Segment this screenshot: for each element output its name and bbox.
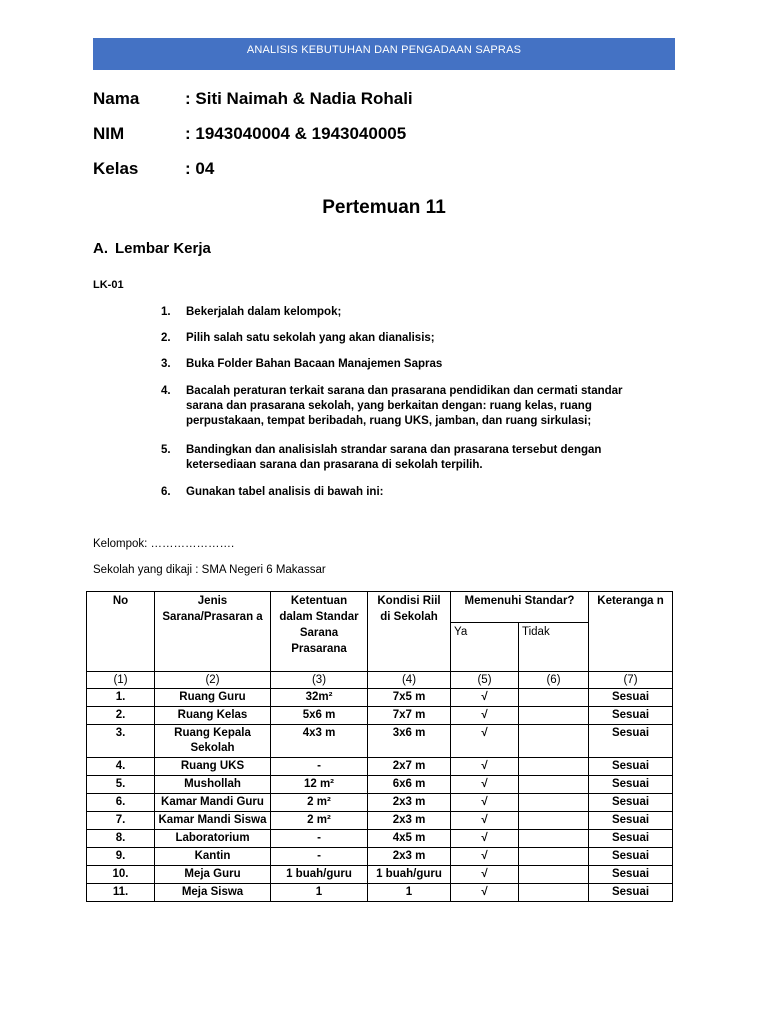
list-item-text: Bandingkan dan analisislah strandar sarana dan prasarana tersebut dengan ketersediaan sarana dan prasarana di sekolah terpilih. [186, 444, 602, 471]
row-ya-check: √ [451, 884, 519, 902]
row-kondisi: 2x3 m [368, 794, 451, 812]
row-no: 1. [87, 689, 155, 707]
list-item [161, 485, 631, 500]
analysis-table [86, 591, 673, 902]
row-no: 2. [87, 707, 155, 725]
header-ketentuan: Ketentuan dalam Standar Sarana Prasarana [271, 592, 368, 672]
row-tidak [519, 848, 589, 866]
row-ketentuan: 32m² [271, 689, 368, 707]
table-row [87, 689, 673, 707]
row-keterangan: Sesuai [589, 794, 673, 812]
kelompok-line: Kelompok: …………………. [93, 538, 235, 550]
table-row [87, 866, 673, 884]
row-keterangan: Sesuai [589, 725, 673, 758]
nama-value: : Siti Naimah & Nadia Rohali [185, 89, 413, 108]
table-row [87, 830, 673, 848]
row-jenis: Kantin [155, 848, 271, 866]
row-keterangan: Sesuai [589, 758, 673, 776]
row-ketentuan: 5x6 m [271, 707, 368, 725]
row-jenis: Ruang Kelas [155, 707, 271, 725]
list-item-number: 1. [161, 306, 171, 318]
row-tidak [519, 776, 589, 794]
table-row [87, 707, 673, 725]
row-jenis: Meja Siswa [155, 884, 271, 902]
row-ya-check: √ [451, 794, 519, 812]
row-ketentuan: 1 [271, 884, 368, 902]
list-item-text: Buka Folder Bahan Bacaan Manajemen Sapras [186, 358, 443, 370]
row-tidak [519, 689, 589, 707]
row-no: 11. [87, 884, 155, 902]
row-tidak [519, 758, 589, 776]
row-ketentuan: 12 m² [271, 776, 368, 794]
row-keterangan: Sesuai [589, 830, 673, 848]
row-keterangan: Sesuai [589, 866, 673, 884]
row-no: 5. [87, 776, 155, 794]
row-no: 10. [87, 866, 155, 884]
row-jenis: Meja Guru [155, 866, 271, 884]
row-ya-check: √ [451, 689, 519, 707]
nama-label: Nama [93, 89, 140, 108]
table-row [87, 776, 673, 794]
col-number: (2) [155, 672, 271, 689]
col-number: (7) [589, 672, 673, 689]
row-keterangan: Sesuai [589, 848, 673, 866]
list-item-number: 4. [161, 385, 171, 397]
table-row [87, 812, 673, 830]
list-item [161, 443, 631, 473]
row-no: 9. [87, 848, 155, 866]
row-ketentuan: 1 buah/guru [271, 866, 368, 884]
section-label: Lembar Kerja [115, 240, 211, 257]
list-item [161, 331, 631, 346]
list-item-number: 6. [161, 486, 171, 498]
row-ketentuan: - [271, 848, 368, 866]
row-ya-check: √ [451, 866, 519, 884]
row-ya-check: √ [451, 725, 519, 758]
row-keterangan: Sesuai [589, 707, 673, 725]
section-letter: A. [93, 240, 108, 257]
row-ketentuan: 4x3 m [271, 725, 368, 758]
list-item-number: 2. [161, 332, 171, 344]
table-row [87, 884, 673, 902]
row-jenis: Kamar Mandi Guru [155, 794, 271, 812]
row-ketentuan: - [271, 758, 368, 776]
table-row [87, 725, 673, 758]
row-kondisi: 2x7 m [368, 758, 451, 776]
row-keterangan: Sesuai [589, 884, 673, 902]
list-item-number: 5. [161, 444, 171, 456]
row-tidak [519, 707, 589, 725]
row-ya-check: √ [451, 848, 519, 866]
lk-code: LK-01 [93, 279, 124, 291]
row-ya-check: √ [451, 776, 519, 794]
header-jenis: Jenis Sarana/Prasaran a [155, 592, 271, 672]
row-kondisi: 3x6 m [368, 725, 451, 758]
section-heading [93, 240, 211, 257]
row-no: 4. [87, 758, 155, 776]
row-jenis: Mushollah [155, 776, 271, 794]
row-kondisi: 4x5 m [368, 830, 451, 848]
list-item-text: Pilih salah satu sekolah yang akan dianalisis; [186, 332, 435, 344]
col-number: (1) [87, 672, 155, 689]
row-no: 7. [87, 812, 155, 830]
col-number: (6) [519, 672, 589, 689]
nim-label: NIM [93, 124, 125, 143]
row-ya-check: √ [451, 707, 519, 725]
row-jenis: Ruang Guru [155, 689, 271, 707]
row-keterangan: Sesuai [589, 689, 673, 707]
kelas-label: Kelas [93, 159, 139, 178]
header-kondisi: Kondisi Riil di Sekolah [368, 592, 451, 672]
list-item-text: Bekerjalah dalam kelompok; [186, 306, 342, 318]
list-item-text: Bacalah peraturan terkait sarana dan prasarana pendidikan dan cermati standar sarana dan prasarana sekolah, yang berkaitan dengan: ruang kelas, ruang perpustakaan, tempat beribadah, ruang UKS, jamban, dan ruang sirkulasi; [186, 385, 623, 427]
row-jenis: Laboratorium [155, 830, 271, 848]
list-item-number: 3. [161, 358, 171, 370]
row-tidak [519, 812, 589, 830]
row-kondisi: 6x6 m [368, 776, 451, 794]
row-jenis: Kamar Mandi Siswa [155, 812, 271, 830]
row-ya-check: √ [451, 830, 519, 848]
row-tidak [519, 866, 589, 884]
row-no: 6. [87, 794, 155, 812]
row-jenis: Ruang Kepala Sekolah [155, 725, 271, 758]
table-row [87, 758, 673, 776]
row-ketentuan: 2 m² [271, 794, 368, 812]
row-jenis: Ruang UKS [155, 758, 271, 776]
nim-value: : 1943040004 & 1943040005 [185, 124, 407, 143]
row-kondisi: 7x5 m [368, 689, 451, 707]
row-no: 3. [87, 725, 155, 758]
row-tidak [519, 830, 589, 848]
row-ketentuan: - [271, 830, 368, 848]
header-memenuhi: Memenuhi Standar? [451, 592, 589, 623]
table-row [87, 794, 673, 812]
row-kondisi: 2x3 m [368, 848, 451, 866]
kelas-value: : 04 [185, 159, 215, 178]
col-number: (5) [451, 672, 519, 689]
list-item-text: Gunakan tabel analisis di bawah ini: [186, 486, 384, 498]
col-number: (4) [368, 672, 451, 689]
header-keterangan: Keteranga n [589, 592, 673, 672]
row-tidak [519, 884, 589, 902]
list-item [161, 384, 631, 429]
row-kondisi: 7x7 m [368, 707, 451, 725]
row-kondisi: 1 [368, 884, 451, 902]
header-no: No [87, 592, 155, 672]
row-ya-check: √ [451, 812, 519, 830]
row-tidak [519, 725, 589, 758]
row-keterangan: Sesuai [589, 776, 673, 794]
row-tidak [519, 794, 589, 812]
row-no: 8. [87, 830, 155, 848]
col-number: (3) [271, 672, 368, 689]
page-title: Pertemuan 11 [322, 197, 446, 218]
sekolah-line: Sekolah yang dikaji : SMA Negeri 6 Makassar [93, 564, 326, 576]
table-row [87, 848, 673, 866]
row-keterangan: Sesuai [589, 812, 673, 830]
list-item [161, 305, 631, 320]
list-item [161, 357, 631, 372]
header-banner: ANALISIS KEBUTUHAN DAN PENGADAAN SAPRAS [93, 38, 675, 70]
row-kondisi: 2x3 m [368, 812, 451, 830]
header-tidak: Tidak [519, 623, 589, 672]
header-ya: Ya [451, 623, 519, 672]
row-ya-check: √ [451, 758, 519, 776]
row-kondisi: 1 buah/guru [368, 866, 451, 884]
row-ketentuan: 2 m² [271, 812, 368, 830]
